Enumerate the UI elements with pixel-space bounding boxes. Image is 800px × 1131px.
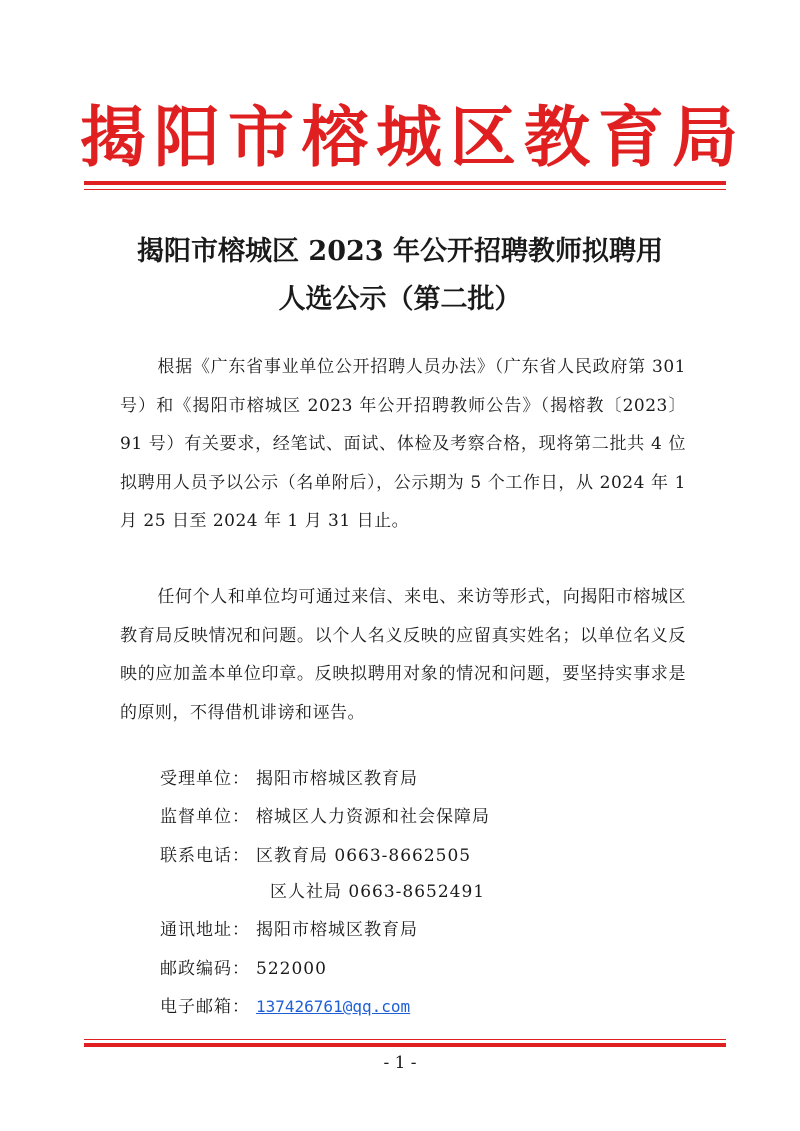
info-phone-second bbox=[270, 873, 485, 911]
info-phone-label: 联系电话： bbox=[160, 846, 250, 866]
paragraph-feedback bbox=[120, 578, 686, 732]
info-address-value: 揭阳市榕城区教育局 bbox=[256, 920, 418, 940]
info-supervise-unit bbox=[160, 798, 490, 836]
paragraph-basis-text: 根据《广东省事业单位公开招聘人员办法》（广东省人民政府第 301 号）和《揭阳市榕城区 2023 年公开招聘教师公告》（揭榕教〔2023〕91 号）有关要求，经笔试、面试、体检及考察合格，现将第二批共 4 位拟聘用人员予以公示（名单附后），公示期为 5 个工作日，从 2024 年 1 月 25 日至 2024 年 1 月 31 日止。 bbox=[120, 357, 686, 531]
info-postcode bbox=[160, 950, 327, 988]
email-link[interactable]: 137426761@qq.com bbox=[256, 997, 411, 1016]
footer-rule-thin bbox=[84, 1039, 726, 1040]
paragraph-basis bbox=[120, 348, 686, 541]
info-postcode-value: 522000 bbox=[256, 959, 327, 979]
paragraph-feedback-text: 任何个人和单位均可通过来信、来电、来访等形式，向揭阳市榕城区教育局反映情况和问题。以个人名义反映的应留真实姓名；以单位名义反映的应加盖本单位印章。反映拟聘用对象的情况和问题，要坚持实事求是的原则，不得借机诽谤和诬告。 bbox=[120, 587, 686, 723]
letterhead-rule-thick bbox=[84, 181, 726, 185]
info-accept-unit bbox=[160, 760, 418, 798]
info-accept-label: 受理单位： bbox=[160, 769, 250, 789]
info-address-label: 通讯地址： bbox=[160, 920, 250, 940]
info-phone-value-1: 区教育局 0663-8662505 bbox=[256, 846, 472, 866]
info-supervise-label: 监督单位： bbox=[160, 807, 250, 827]
page-number: - 1 - bbox=[383, 1053, 417, 1073]
document-title-line-1: 揭阳市榕城区 2023 年公开招聘教师拟聘用 bbox=[137, 236, 663, 267]
info-address bbox=[160, 911, 418, 949]
info-email bbox=[160, 988, 410, 1026]
letterhead-rule-thin bbox=[84, 189, 726, 190]
document-title bbox=[100, 228, 700, 324]
info-phone-value-2: 区人社局 0663-8652491 bbox=[270, 882, 486, 902]
document-title-line-2: 人选公示（第二批） bbox=[278, 284, 522, 315]
footer-rule-thick bbox=[84, 1043, 726, 1047]
letterhead-org-name: 揭阳市榕城区教育局 bbox=[80, 98, 746, 176]
info-supervise-value: 榕城区人力资源和社会保障局 bbox=[256, 807, 490, 827]
info-postcode-label: 邮政编码： bbox=[160, 959, 250, 979]
info-phone bbox=[160, 837, 471, 875]
info-accept-value: 揭阳市榕城区教育局 bbox=[256, 769, 418, 789]
info-email-label: 电子邮箱： bbox=[160, 997, 250, 1017]
